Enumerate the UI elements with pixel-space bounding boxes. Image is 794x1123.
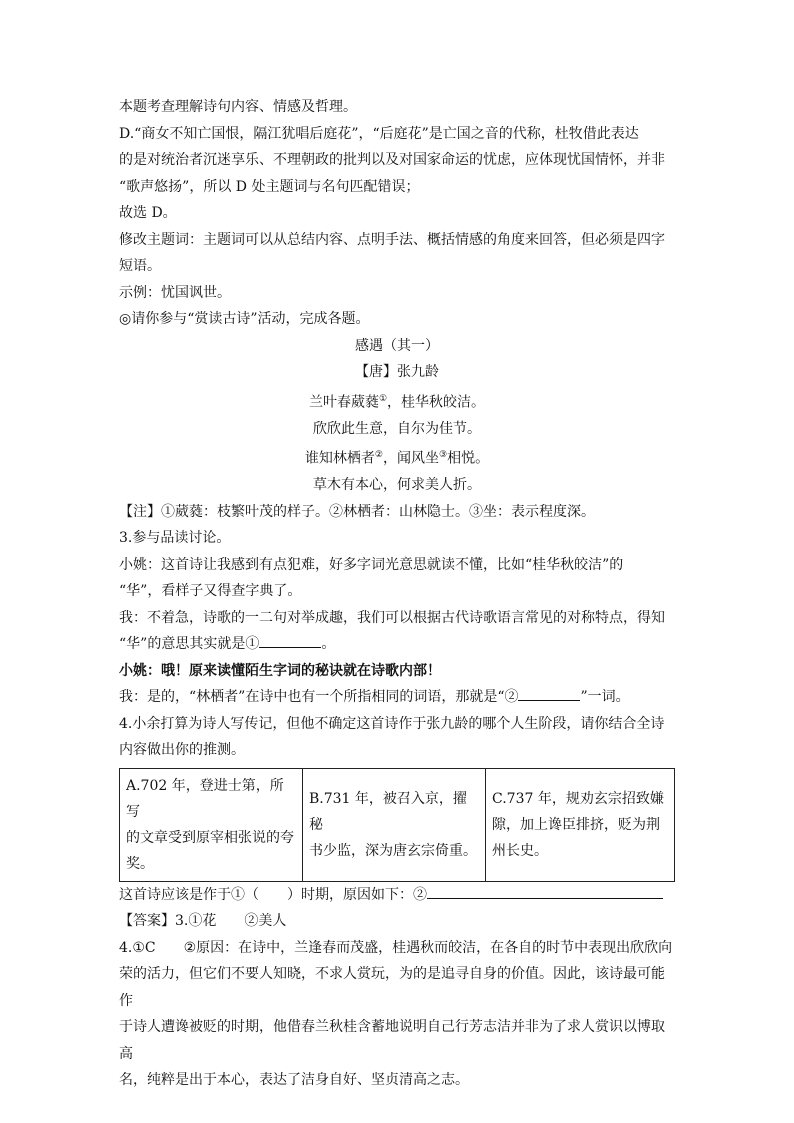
text-segment: “华”的意思其实就是① (119, 636, 260, 653)
poem-text: 谁知林栖者 (304, 450, 375, 467)
table-row (120, 768, 675, 881)
text-line: 内容做出你的推测。 (119, 742, 245, 759)
poem-text: 相悦。 (447, 450, 490, 467)
text-line: 短语。 (119, 258, 161, 274)
answer-blank-2[interactable] (518, 684, 580, 701)
cell-line: A.702 年，登进士第，所写 (126, 777, 284, 820)
cell-line: 隙，加上谗臣排挤，贬为荆 (492, 816, 660, 833)
text-segment: 我：是的，“林栖者”在诗中也有一个所指相同的词语，那就是“② (119, 689, 519, 706)
cell-line: 州长史。 (492, 842, 548, 859)
text-line: “歌声悠扬”，所以 D 处主题词与名句匹配错误； (119, 178, 420, 195)
option-b-cell (303, 768, 486, 881)
poem-author: 【唐】张九龄 (355, 364, 439, 380)
poem-line-3 (119, 442, 675, 472)
text-segment: 。 (321, 636, 336, 653)
text-line: D.“商女不知亡国恨，隔江犹唱后庭花”，“后庭花”是亡国之音的代称，杜牧借此表达 (119, 125, 639, 142)
poem-line-2: 欣欣此生意，自尔为佳节。 (313, 420, 481, 437)
text-line: 小姚：这首诗让我感到有点犯难，好多字词光意思就读不懂，比如“桂华秋皎洁”的 (119, 556, 624, 573)
text-line: 于诗人遭谗被贬的时期，他借春兰秋桂含蓄地说明自己行芳志洁并非为了求人赏识以博取高 (119, 1019, 665, 1062)
poem (119, 333, 675, 499)
poem-line-4: 草木有本心，何求美人折。 (313, 477, 481, 494)
text-line: 我：不着急，诗歌的一二句对举成趣，我们可以根据古代诗歌语言常见的对称特点，得知 (119, 609, 665, 626)
option-d-explanation (119, 121, 675, 201)
option-a-cell (120, 768, 303, 881)
answer-blank-1[interactable] (259, 631, 321, 648)
cell-line: C.737 年，规劝玄宗招致嫌 (492, 790, 664, 807)
poem-line-1 (119, 386, 675, 416)
cell-line: 书少监，深为唐玄宗倚重。 (309, 842, 477, 859)
example: 示例：忧国讽世。 (119, 284, 231, 301)
dialogue-me-2 (119, 684, 675, 711)
cell-line: 奖。 (126, 855, 154, 872)
poem-text: ，桂华秋皎洁。 (387, 394, 486, 411)
text-line (119, 631, 675, 658)
dialogue-xiaoyao-2: 小姚：哦！原来读懂陌生字词的秘诀就在诗歌内部！ (119, 662, 441, 679)
text-line: 4.小余打算为诗人写传记，但他不确定这首诗作于张九龄的哪个人生阶段，请你结合全诗 (119, 715, 665, 732)
answer-4 (119, 935, 675, 1094)
footnote-marker: ② (374, 450, 383, 461)
text-line: 名，纯粹是出于本心，表达了洁身自好、坚贞清高之志。 (119, 1072, 469, 1089)
options-table (119, 768, 675, 882)
answer-3: 【答案】3.①花 ②美人 (119, 913, 287, 930)
text-line: 荣的活力，但它们不要人知晓，不求人赏玩，为的是追寻自身的价值。因此，该诗最可能作 (119, 966, 665, 1009)
dialogue-me-1 (119, 605, 675, 658)
text-segment: 这首诗应该是作于①（ ）时期，原因如下：② (119, 886, 427, 903)
question-3: 3.参与品读讨论。 (119, 530, 231, 547)
poem-text: ，闻风坐 (383, 450, 439, 467)
text-line: “华”，看样子又得查字典了。 (119, 583, 302, 600)
poem-note: 【注】①葳蕤：枝繁叶茂的样子。②林栖者：山林隐士。③坐：表示程度深。 (119, 503, 595, 520)
cell-line: 的文章受到原宰相张说的夸 (126, 829, 294, 846)
answer-choice: 故选 D。 (119, 205, 177, 221)
text-segment: ”一词。 (580, 689, 630, 706)
dialogue-xiaoyao-1 (119, 552, 675, 605)
revise-theme (119, 227, 675, 280)
text-line: 的是对统治者沉迷享乐、不理朝政的批判以及对国家命运的忧虑，应体现忧国情怀，并非 (119, 152, 665, 168)
analysis-intro: 本题考查理解诗句内容、情感及哲理。 (119, 99, 357, 115)
option-c-cell (486, 768, 675, 881)
answer-blank-3[interactable] (427, 882, 663, 899)
cell-line: B.731 年，被召入京，擢秘 (309, 790, 467, 833)
footnote-marker: ③ (439, 450, 448, 461)
text-line: 4.①C ②原因：在诗中，兰逢春而茂盛，桂遇秋而皎洁，在各自的时节中表现出欣欣向 (119, 939, 673, 956)
question-4 (119, 711, 675, 764)
document-page (119, 94, 675, 1094)
poem-text: 兰叶春葳蕤 (308, 394, 379, 411)
activity-intro: ◎请你参与“赏读古诗”活动，完成各题。 (119, 311, 370, 327)
text-line: 修改主题词：主题词可以从总结内容、点明手法、概括情感的角度来回答，但必须是四字 (119, 231, 665, 248)
footnote-marker: ① (378, 393, 388, 404)
fill-in-line (119, 882, 675, 909)
poem-title: 感遇（其一） (355, 337, 439, 354)
